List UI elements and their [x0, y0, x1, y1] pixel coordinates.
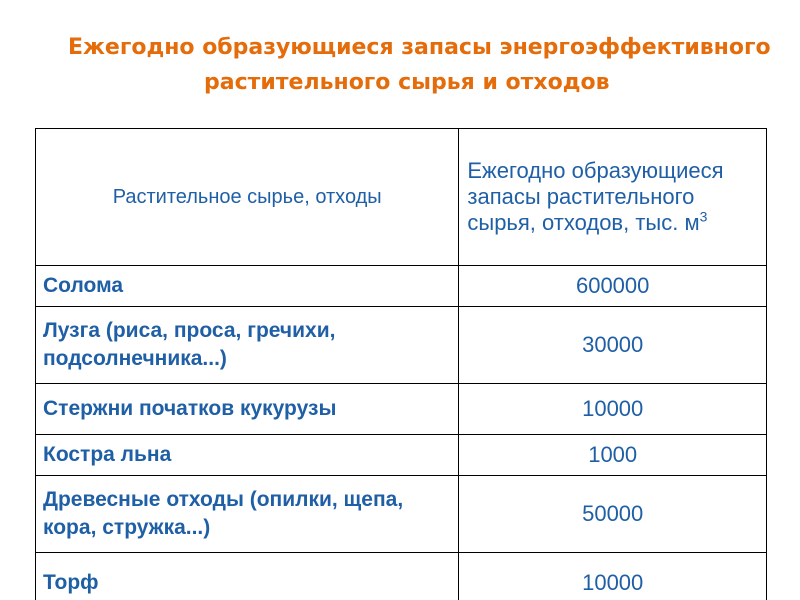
title-line-2: растительного сырья и отходов — [204, 70, 610, 95]
row-value: 50000 — [459, 476, 767, 553]
row-value: 600000 — [459, 266, 767, 307]
table-row — [36, 435, 767, 476]
table-row — [36, 307, 767, 384]
row-value: 30000 — [459, 307, 767, 384]
slide-title — [0, 30, 800, 100]
header-reserves-unit-exponent: 3 — [699, 208, 708, 225]
header-reserves-text: Ежегодно образующиеся запасы растительного сырья, отходов, тыс. м — [467, 158, 724, 235]
row-value: 10000 — [459, 384, 767, 435]
row-name: Древесные отходы (опилки, щепа, кора, стружка...) — [36, 476, 459, 553]
row-value: 10000 — [459, 553, 767, 600]
row-name: Лузга (риса, проса, гречихи, подсолнечника...) — [36, 307, 459, 384]
table-header-row — [36, 129, 767, 266]
reserves-table — [35, 128, 767, 600]
table-row — [36, 266, 767, 307]
table-row — [36, 476, 767, 553]
row-name: Стержни початков кукурузы — [36, 384, 459, 435]
table-row — [36, 384, 767, 435]
row-name: Торф — [36, 553, 459, 600]
row-name: Солома — [36, 266, 459, 307]
row-name: Костра льна — [36, 435, 459, 476]
table-row — [36, 553, 767, 600]
title-line-1: Ежегодно образующиеся запасы энергоэффективного — [68, 35, 771, 60]
header-material: Растительное сырье, отходы — [36, 129, 459, 266]
header-reserves — [459, 129, 767, 266]
row-value: 1000 — [459, 435, 767, 476]
